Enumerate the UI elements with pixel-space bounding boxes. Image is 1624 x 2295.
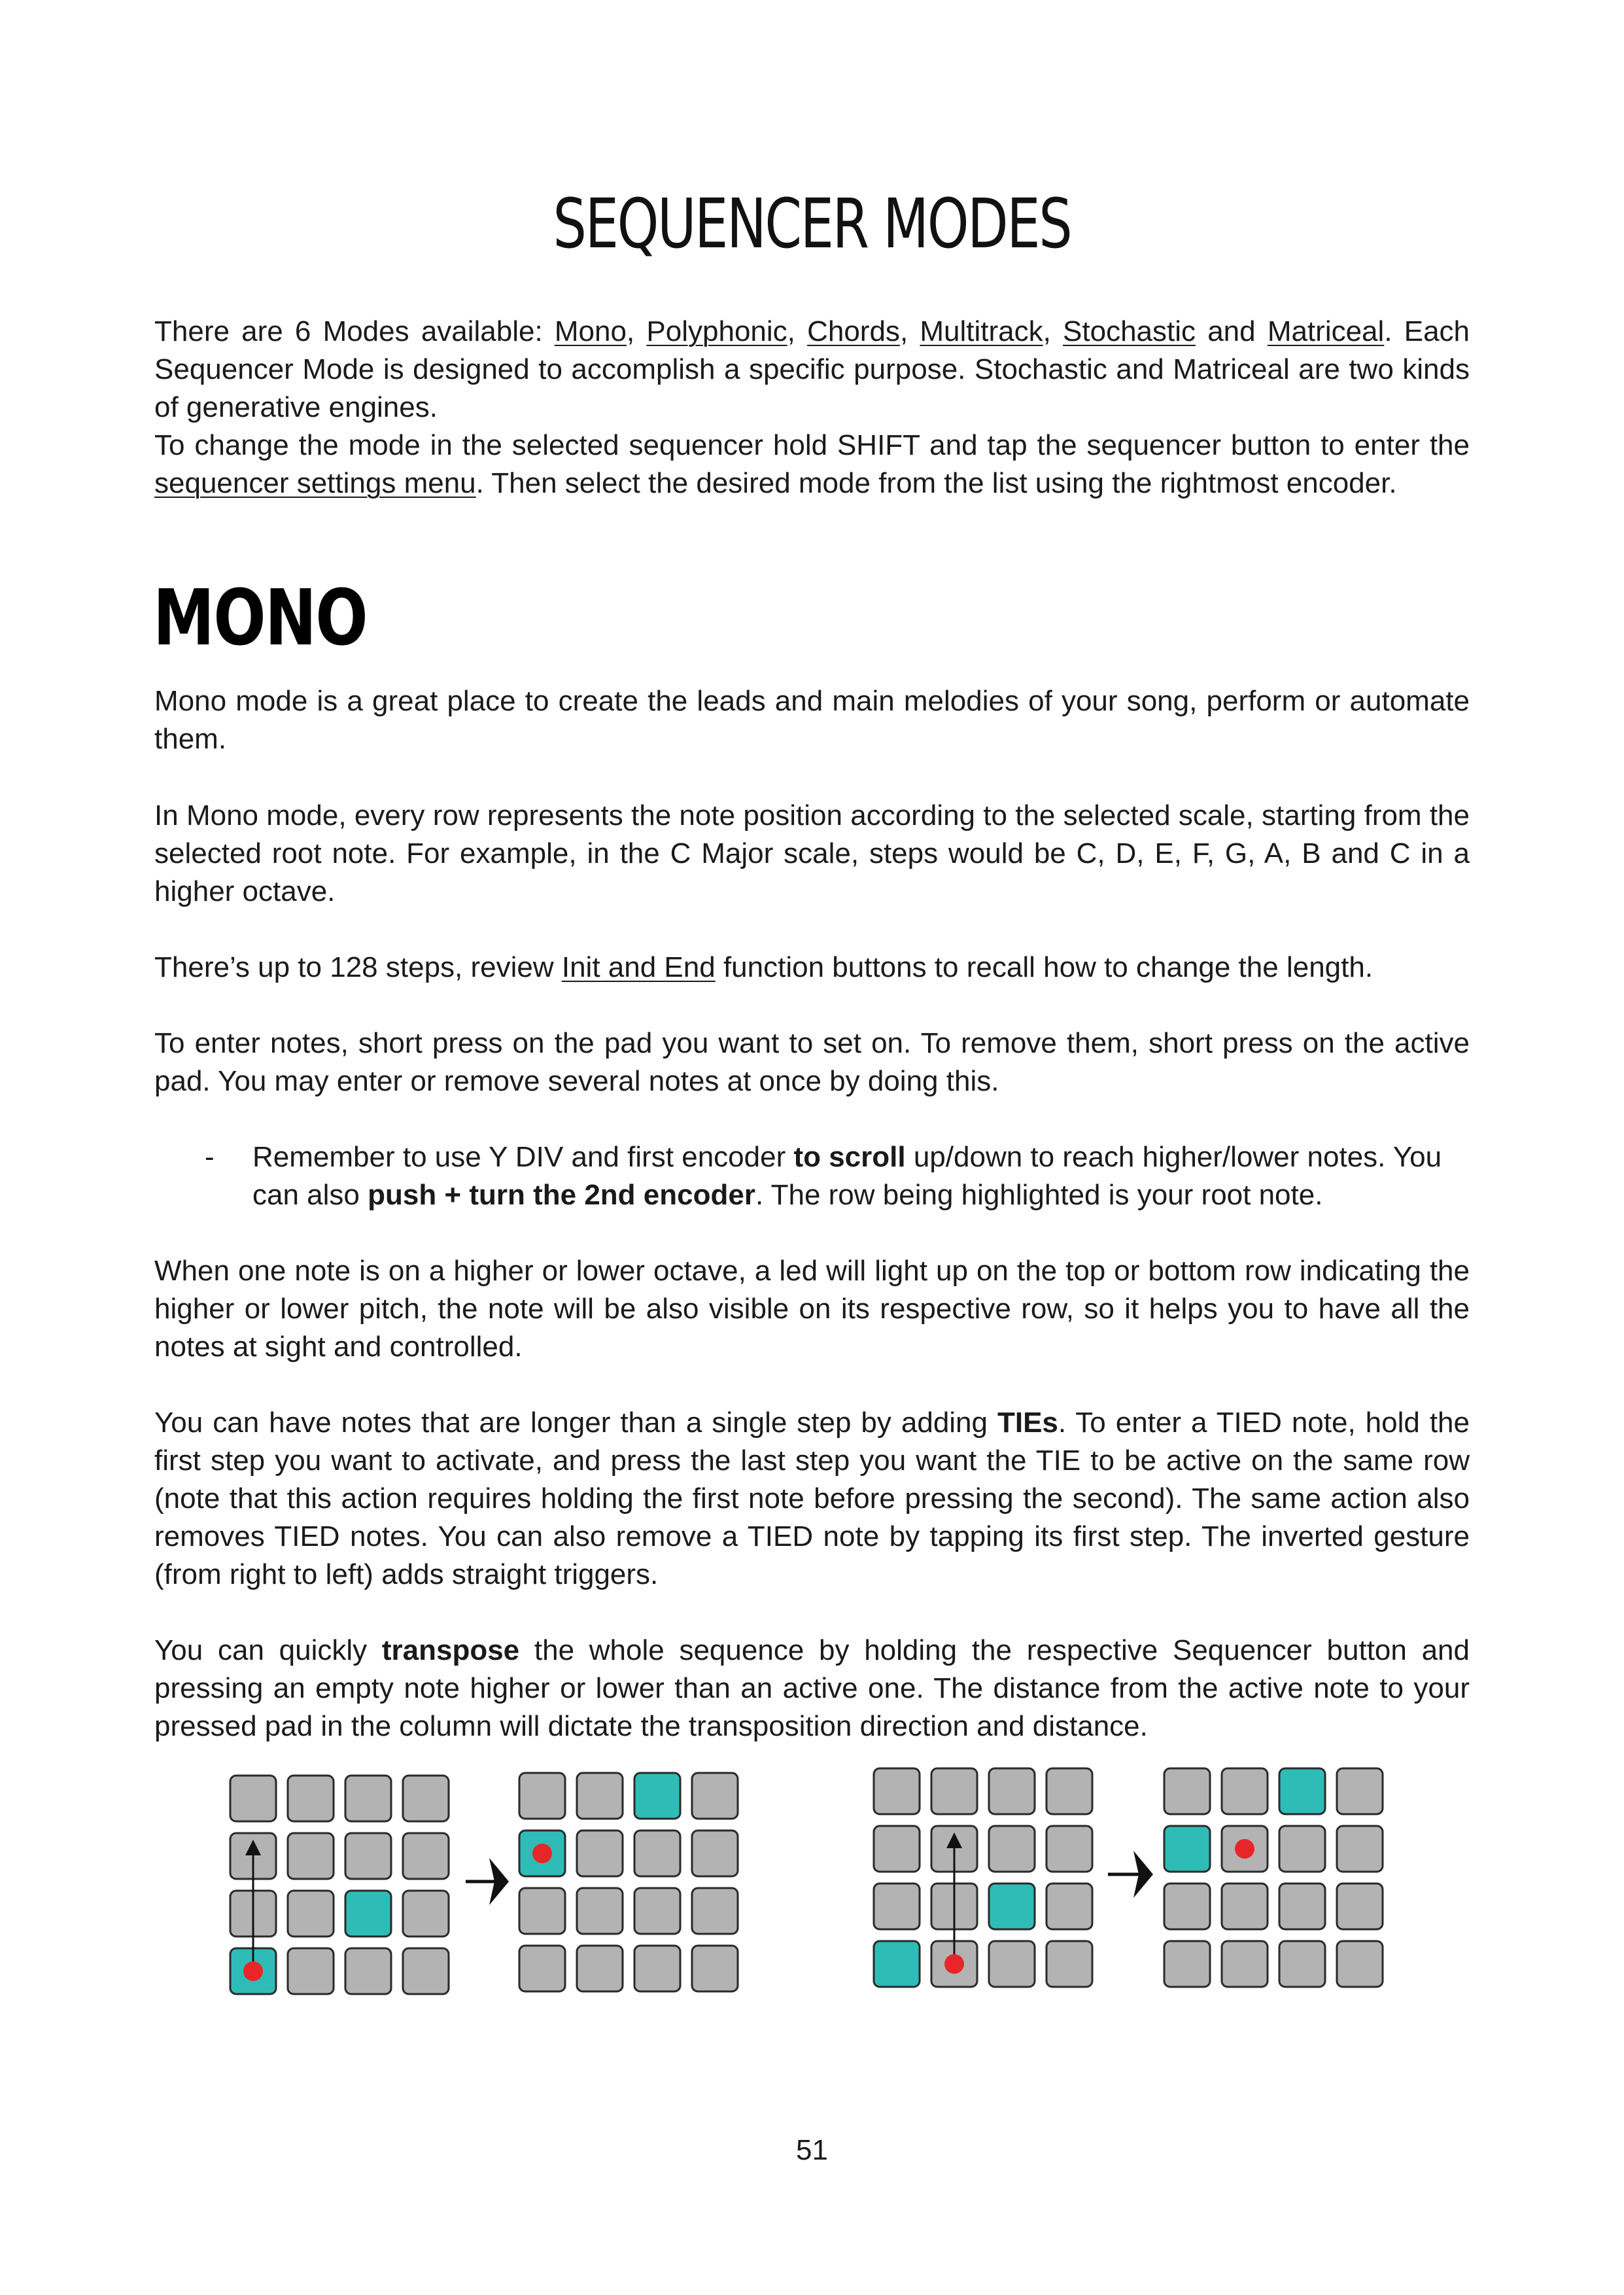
bold-text: to scroll (793, 1141, 906, 1173)
pad (1164, 1941, 1210, 1987)
pad (288, 1833, 334, 1879)
text-run: There’s up to 128 steps, review (154, 951, 562, 983)
pad (634, 1946, 680, 1991)
pad (1337, 1768, 1383, 1814)
pad (519, 1946, 565, 1991)
pad (634, 1831, 680, 1876)
pad (1164, 1768, 1210, 1814)
mono-paragraph-intro: Mono mode is a great place to create the leads and main melodies of your song, perform or automate them. (154, 685, 1470, 755)
pad (874, 1883, 920, 1929)
mono-paragraph-steps (154, 949, 1470, 987)
pad (288, 1948, 334, 1994)
link-mono[interactable]: Mono (554, 315, 627, 347)
mono-paragraph-ties (154, 1404, 1470, 1594)
pad (874, 1826, 920, 1872)
active-pad (345, 1891, 391, 1936)
pad (403, 1776, 449, 1821)
text-run: . Each Sequencer Mode is designed to accomplish a specific purpose. Stochastic and Matriceal are two kinds of generative engines. (154, 315, 1470, 423)
bullet-dash: - (205, 1141, 215, 1173)
text-run: , (899, 315, 920, 347)
pressed-pad-dot (243, 1961, 263, 1981)
text-run: Remember to use Y DIV and first encoder (252, 1141, 794, 1173)
text-run: the whole sequence by holding the respective Sequencer button and pressing an empty note higher or lower than an active one. The distance from the active note to your pressed pad in the column will dictate the transposition direction and distance. (154, 1634, 1470, 1742)
pad (989, 1826, 1035, 1872)
pad (1222, 1941, 1268, 1987)
pad (1046, 1826, 1092, 1872)
text-run: up/down to reach higher/lower notes. You can also (252, 1141, 1442, 1211)
link-multitrack[interactable]: Multitrack (920, 315, 1043, 347)
text-run: , (626, 315, 647, 347)
pad (345, 1833, 391, 1879)
pressed-pad-dot (944, 1954, 964, 1974)
link-stochastic[interactable]: Stochastic (1063, 315, 1196, 347)
text-run: You can quickly (154, 1634, 382, 1666)
pressed-pad-dot (1235, 1839, 1254, 1859)
pad (1046, 1941, 1092, 1987)
link-sequencer-settings-menu[interactable]: sequencer settings menu (154, 467, 476, 499)
text-run: . To enter a TIED note, hold the first step you want to activate, and press the last step you want the TIE to be active on the same row (note that this action requires holding the first note before pressing the second). The same action also removes TIED notes. You can also remove a TIED note by tapping its first step. The inverted gesture (from right to left) adds straight triggers. (154, 1407, 1470, 1590)
mono-paragraph-rows: In Mono mode, every row represents the note position according to the selected scale, starting from the selected root note. For example, in the C Major scale, steps would be C, D, E, F, G, A, B and C in a higher octave. (154, 799, 1470, 907)
text-run: function buttons to recall how to change the length. (715, 951, 1373, 983)
pad (989, 1768, 1035, 1814)
pad (519, 1888, 565, 1934)
intro-paragraph-modes (154, 313, 1470, 427)
pad (1279, 1941, 1325, 1987)
pressed-pad-dot (532, 1844, 552, 1863)
pad (1337, 1941, 1383, 1987)
pad (577, 1773, 623, 1819)
pad (403, 1891, 449, 1936)
pad (1222, 1883, 1268, 1929)
pad (1046, 1883, 1092, 1929)
pad (288, 1776, 334, 1821)
pad (403, 1833, 449, 1879)
pad (1046, 1768, 1092, 1814)
page-title: SEQUENCER MODES (553, 184, 1071, 264)
link-matriceal[interactable]: Matriceal (1267, 315, 1385, 347)
transpose-diagrams (0, 1766, 1624, 2028)
text-run: , (1043, 315, 1063, 347)
pad (230, 1776, 276, 1821)
pad (1164, 1883, 1210, 1929)
pad (989, 1941, 1035, 1987)
mono-paragraph-transpose (154, 1632, 1470, 1745)
pad (1279, 1826, 1325, 1872)
pad (1337, 1826, 1383, 1872)
link-polyphonic[interactable]: Polyphonic (646, 315, 787, 347)
mono-paragraph-enter-notes: To enter notes, short press on the pad you want to set on. To remove them, short press on the active pad. You may enter or remove several notes at once by doing this. (154, 1027, 1470, 1097)
pad (345, 1948, 391, 1994)
text-run: , (787, 315, 808, 347)
intro-paragraph-change-mode (154, 427, 1470, 502)
text-run: and (1196, 315, 1268, 347)
text-run: There are 6 Modes available: (154, 315, 555, 347)
text-run: You can have notes that are longer than a single step by adding (154, 1407, 997, 1439)
pad (692, 1888, 738, 1934)
link-chords[interactable]: Chords (807, 315, 900, 347)
pad (1222, 1768, 1268, 1814)
pad (692, 1773, 738, 1819)
active-pad (1279, 1768, 1325, 1814)
pad (692, 1946, 738, 1991)
pad (1279, 1883, 1325, 1929)
pad (692, 1831, 738, 1876)
pad (577, 1888, 623, 1934)
pad (1337, 1883, 1383, 1929)
text-run: To change the mode in the selected sequencer hold SHIFT and tap the sequencer button to enter the (154, 429, 1470, 461)
bold-text: TIEs (997, 1407, 1058, 1439)
bold-text: transpose (381, 1634, 520, 1666)
pad (874, 1768, 920, 1814)
pad (577, 1831, 623, 1876)
section-heading-mono: MONO (153, 572, 368, 663)
text-run: . The row being highlighted is your root note. (755, 1179, 1323, 1211)
pad (403, 1948, 449, 1994)
pad (634, 1888, 680, 1934)
bold-text: push + turn the 2nd encoder (368, 1179, 755, 1211)
active-pad (874, 1941, 920, 1987)
link-init-and-end[interactable]: Init and End (561, 951, 716, 983)
pad (288, 1891, 334, 1936)
page-number: 51 (796, 2134, 828, 2166)
pad (931, 1768, 977, 1814)
pad (577, 1946, 623, 1991)
pad (345, 1776, 391, 1821)
text-run: . Then select the desired mode from the list using the rightmost encoder. (475, 467, 1397, 499)
pad (519, 1773, 565, 1819)
mono-paragraph-octave: When one note is on a higher or lower octave, a led will light up on the top or bottom row indicating the higher or lower pitch, the note will be also visible on its respective row, so it helps you to have all the notes at sight and controlled. (154, 1255, 1470, 1363)
bullet-scroll-tip (252, 1138, 1470, 1214)
active-pad (634, 1773, 680, 1819)
active-pad (989, 1883, 1035, 1929)
active-pad (1164, 1826, 1210, 1872)
